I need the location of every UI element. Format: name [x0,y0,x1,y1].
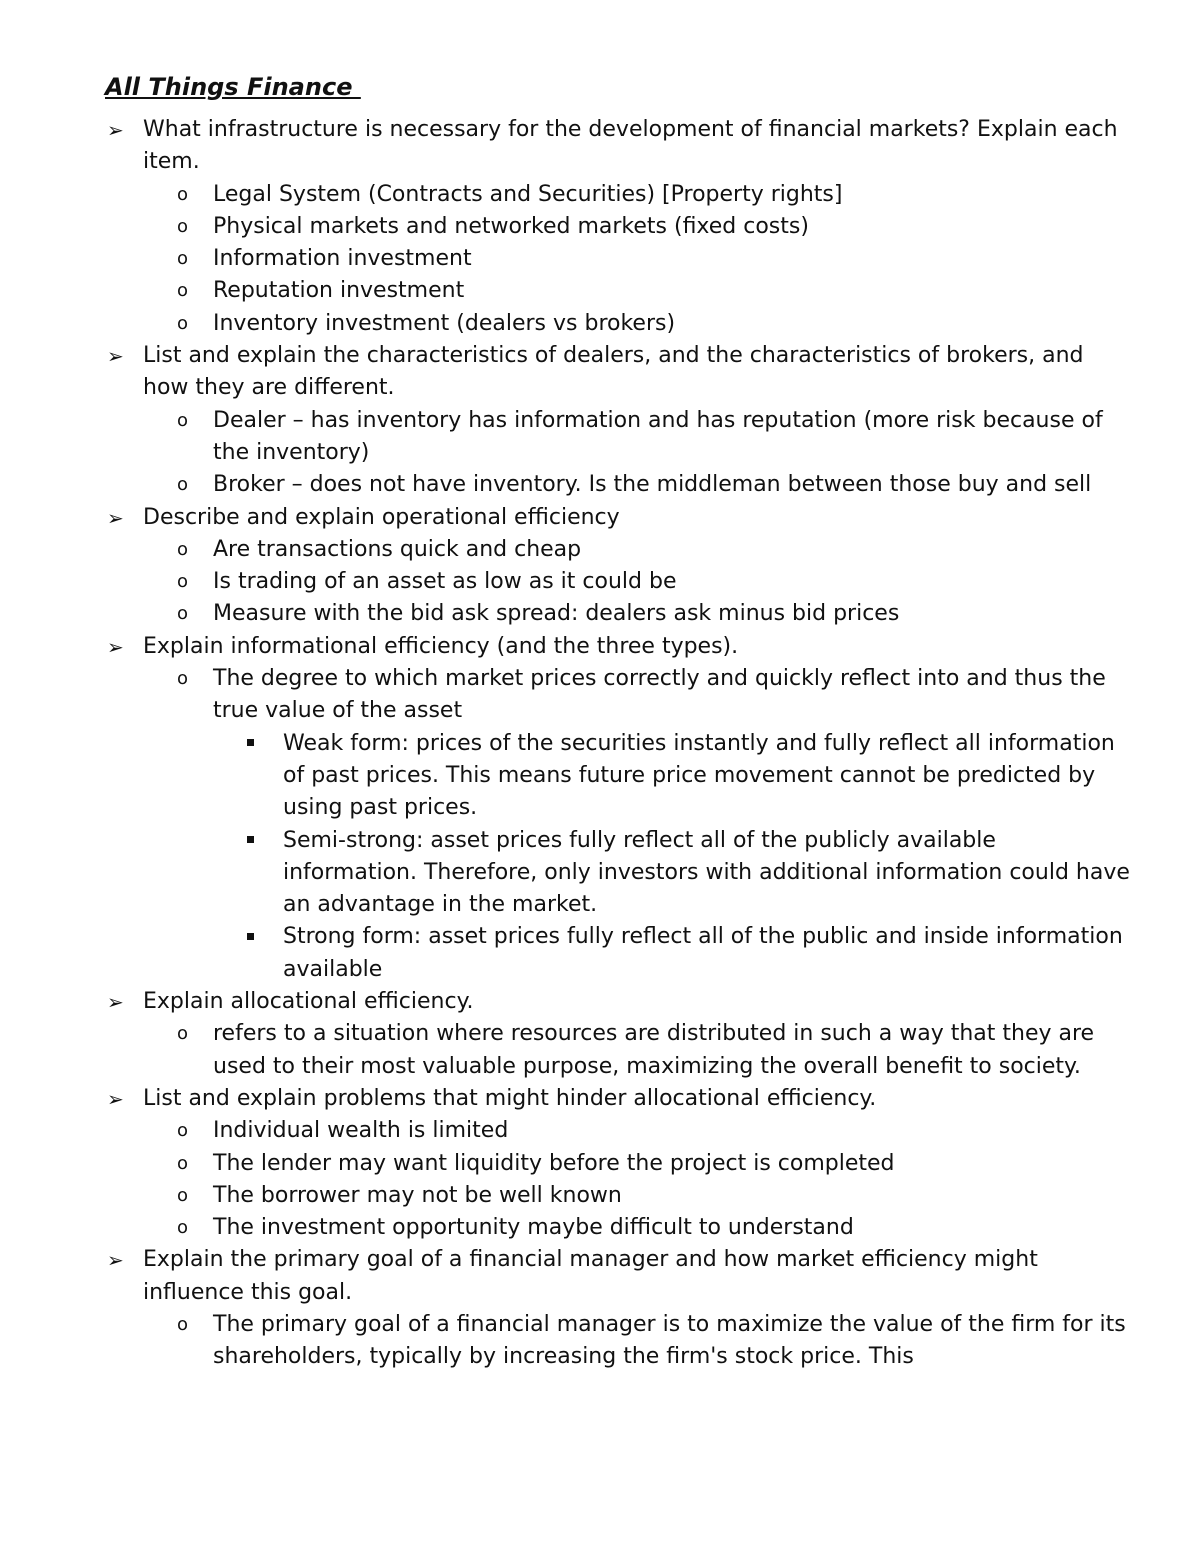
answer-item [105,534,1135,566]
answer-text: The primary goal of a financial manager is to maximize the value of the firm for its shareholders, typically by increasing the firm's stock price. This [213,1311,1126,1370]
answer-item [105,1180,1135,1212]
circle-bullet-icon: o [177,1184,189,1206]
square-bullet-icon [247,825,254,857]
circle-bullet-icon: o [177,571,189,593]
circle-bullet-icon: o [177,280,189,302]
circle-bullet-icon: o [177,1120,189,1142]
question-text: List and explain the characteristics of dealers, and the characteristics of brokers, and how they are different. [143,343,1084,401]
arrow-bullet-icon: ➢ [107,344,124,369]
question-text: Explain informational efficiency (and the three types). [143,633,739,659]
circle-bullet-icon: o [177,183,189,205]
answer-item [105,598,1135,630]
arrow-bullet-icon: ➢ [107,1086,124,1111]
answer-text: refers to a situation where resources are distributed in such a way that they are used to their most valuable purpose, maximizing the overall benefit to society. [213,1021,1095,1079]
subpoint-text: Strong form: asset prices fully reflect all of the public and inside information available [283,924,1123,982]
question-text: Explain the primary goal of a financial manager and how market efficiency might influence this goal. [143,1247,1038,1305]
answer-item [105,469,1135,501]
question-item [105,114,1135,179]
circle-bullet-icon: o [177,1023,189,1045]
subpoint-item [105,921,1135,986]
subpoint-item [105,728,1135,825]
arrow-bullet-icon: ➢ [107,118,124,142]
question-text: List and explain problems that might hinder allocational efficiency. [143,1085,877,1111]
arrow-bullet-icon: ➢ [107,634,124,659]
arrow-bullet-icon: ➢ [107,990,124,1015]
answer-text: Information investment [213,246,472,272]
answer-item [105,211,1135,243]
question-item [105,631,1135,663]
question-item [105,340,1135,405]
answer-text: The degree to which market prices correctly and quickly reflect into and thus the true value of the asset [213,666,1106,724]
answer-item [105,1212,1135,1244]
circle-bullet-icon: o [177,603,189,625]
answer-text: Physical markets and networked markets (fixed costs) [213,213,809,239]
document-page [105,68,1135,1374]
square-bullet-icon [247,728,254,760]
question-text: Explain allocational efficiency. [143,989,474,1015]
answer-item [105,275,1135,307]
answer-item [105,1148,1135,1180]
circle-bullet-icon: o [177,668,189,690]
question-item [105,986,1135,1018]
answer-item [105,663,1135,728]
answer-item [105,1115,1135,1147]
answer-item [105,243,1135,275]
answer-text: Reputation investment [213,278,465,304]
question-text: Describe and explain operational efficiency [143,504,620,530]
answer-text: Inventory investment (dealers vs brokers) [213,310,676,336]
answer-text: Is trading of an asset as low as it could be [213,569,677,595]
circle-bullet-icon: o [177,1152,189,1174]
question-item [105,502,1135,534]
circle-bullet-icon: o [177,409,189,431]
question-item [105,1244,1135,1309]
answer-text: Broker – does not have inventory. Is the middleman between those buy and sell [213,472,1092,498]
circle-bullet-icon: o [177,538,189,560]
question-text: What infrastructure is necessary for the development of financial markets? Explain each item. [143,117,1118,175]
circle-bullet-icon: o [177,312,189,334]
circle-bullet-icon: o [177,215,189,237]
answer-text: Are transactions quick and cheap [213,536,582,562]
answer-text: Measure with the bid ask spread: dealers ask minus bid prices [213,601,900,627]
subpoint-item [105,825,1135,922]
answer-text: Legal System (Contracts and Securities) [Property rights] [213,181,843,207]
circle-bullet-icon: o [177,248,189,270]
answer-item [105,566,1135,598]
document-title: All Things Finance [105,73,361,101]
question-list [105,114,1135,1374]
subpoint-text: Weak form: prices of the securities instantly and fully reflect all information of past prices. This means future price movement cannot be predicted by using past prices. [283,730,1115,821]
question-item [105,1083,1135,1115]
answer-text: The lender may want liquidity before the project is completed [213,1150,895,1176]
arrow-bullet-icon: ➢ [107,505,124,530]
answer-text: Individual wealth is limited [213,1118,509,1144]
answer-text: The investment opportunity maybe difficult to understand [213,1215,854,1241]
circle-bullet-icon: o [177,474,189,496]
answer-item [105,1309,1135,1374]
circle-bullet-icon: o [177,1217,189,1239]
answer-text: Dealer – has inventory has information and has reputation (more risk because of the inventory) [213,407,1103,465]
answer-item [105,1018,1135,1083]
subpoint-text: Semi-strong: asset prices fully reflect all of the publicly available information. Therefore, only investors with additional information could have an advantage in the market. [283,827,1130,918]
answer-item [105,405,1135,470]
answer-item [105,179,1135,211]
arrow-bullet-icon: ➢ [107,1248,124,1273]
answer-item [105,308,1135,340]
answer-text: The borrower may not be well known [213,1182,622,1208]
square-bullet-icon [247,921,254,953]
circle-bullet-icon: o [177,1313,189,1335]
